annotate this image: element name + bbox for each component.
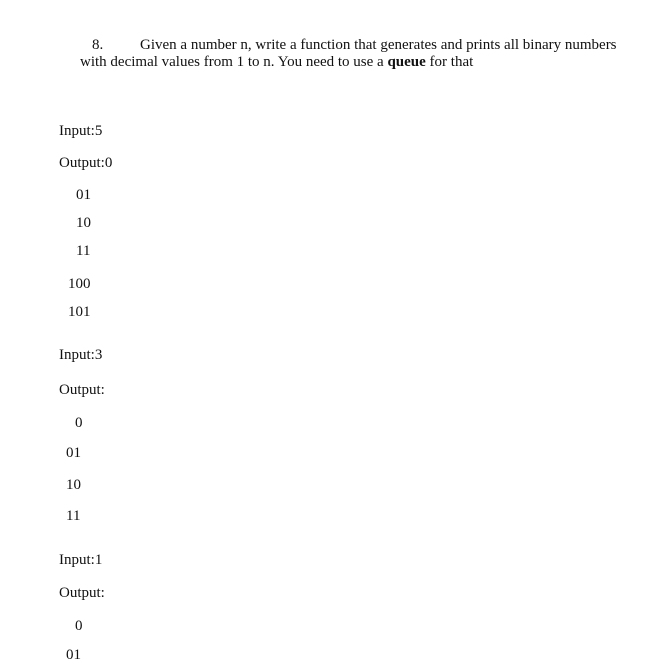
example2-output: Output: (59, 382, 105, 398)
example3-output: Output: (59, 585, 105, 601)
problem-statement (80, 37, 660, 71)
problem-number: 8. (92, 37, 104, 53)
example2-value: 01 (66, 445, 81, 461)
problem-text-line2-end: for that (425, 54, 474, 70)
example2-input: Input:3 (59, 347, 103, 363)
example1-value: 10 (76, 215, 91, 231)
example1-output: Output:0 (59, 155, 113, 171)
example3-value: 01 (66, 647, 81, 663)
example1-value: 100 (68, 276, 91, 292)
example2-value: 10 (66, 477, 81, 493)
problem-keyword-queue: queue (387, 54, 426, 70)
example3-input: Input:1 (59, 552, 103, 568)
example1-value: 11 (76, 243, 91, 259)
example1-input: Input:5 (59, 123, 103, 139)
problem-text-line1: Given a number n, write a function that generates and prints all binary numbers (140, 37, 617, 53)
example3-value: 0 (75, 618, 83, 634)
example2-value: 11 (66, 508, 81, 524)
example2-value: 0 (75, 415, 83, 431)
example1-value: 101 (68, 304, 91, 320)
problem-text-line2: with decimal values from 1 to n. You need to use a (80, 54, 388, 70)
example1-value: 01 (76, 187, 91, 203)
